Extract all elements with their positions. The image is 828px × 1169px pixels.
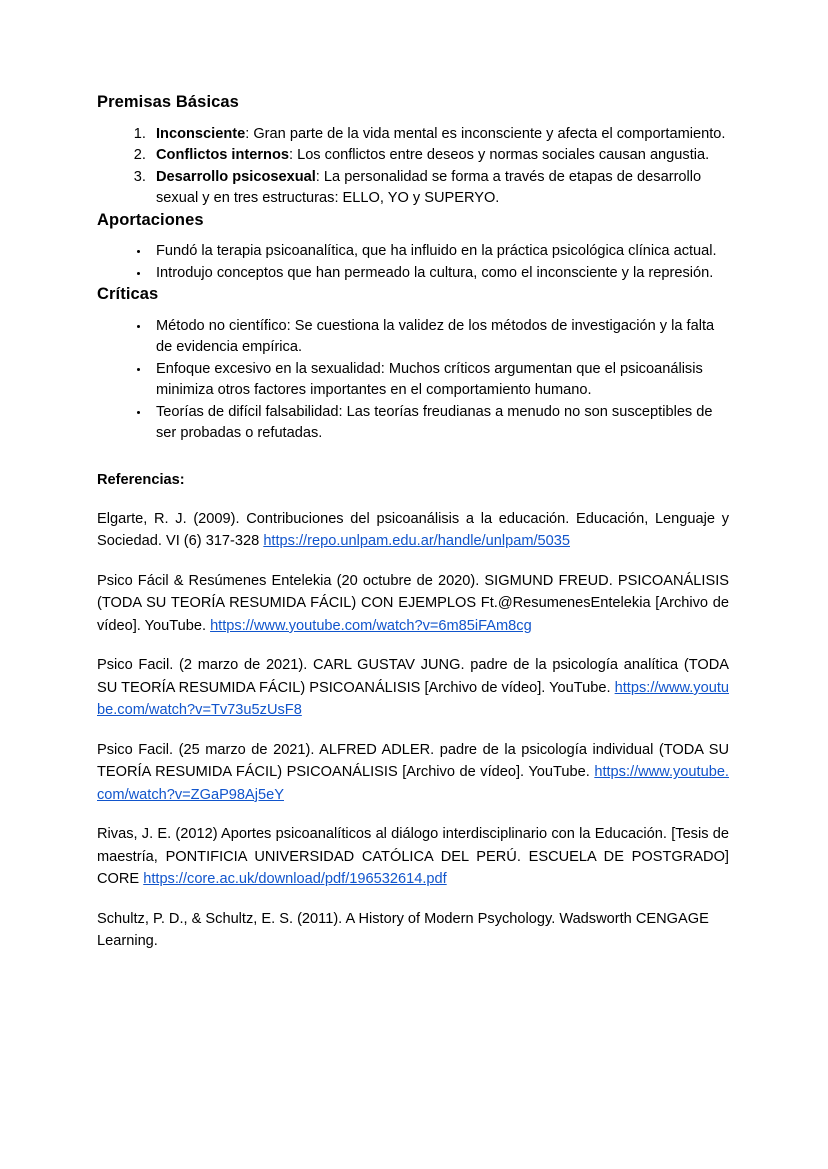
aportaciones-list [97,241,729,284]
reference-link[interactable]: https://www.youtube.com/watch?v=ZGaP98Aj5eY [97,764,729,803]
premisa-text: : Los conflictos entre deseos y normas sociales causan angustia. [288,147,710,164]
reference-text: Psico Facil. (2 marzo de 2021). CARL GUSTAV JUNG. padre de la psicología analítica (TODA SU TEORÍA RESUMIDA FÁCIL) PSICOANÁLISIS [Archivo de vídeo]. YouTube. [97,657,729,696]
heading-aportaciones: Aportaciones [97,210,204,229]
list-item: • Método no científico: Se cuestiona la validez de los métodos de investigación y la falta de evidencia empírica. [150,316,729,359]
reference-entry [97,908,729,953]
list-item: • Fundó la terapia psicoanalítica, que ha influido en la práctica psicológica clínica actual. [150,241,729,263]
reference-entry [97,508,729,553]
list-item [150,145,729,167]
reference-text: Psico Facil. (25 marzo de 2021). ALFRED ADLER. padre de la psicología individual (TODA SU TEORÍA RESUMIDA FÁCIL) PSICOANÁLISIS [Archivo de vídeo]. YouTube. [97,741,729,781]
reference-entry [97,739,729,807]
list-item: • Enfoque excesivo en la sexualidad: Muchos críticos argumentan que el psicoanálisis minimiza otros factores importantes en el comportamiento humano. [150,359,729,402]
reference-entry [97,823,729,891]
reference-link[interactable]: https://www.youtube.com/watch?v=Tv73u5zUsF8 [97,679,729,719]
premisa-lead: Conflictos internos [156,147,289,164]
reference-entry [97,654,729,722]
reference-text: Elgarte, R. J. (2009). Contribuciones del psicoanálisis a la educación. Educación, Lenguaje y Sociedad. VI (6) 317-328 [97,510,729,550]
heading-premisas-basicas: Premisas Básicas [97,93,239,111]
reference-link[interactable]: https://core.ac.uk/download/pdf/196532614.pdf [143,871,447,888]
reference-text: Rivas, J. E. (2012) Aportes psicoanalíticos al diálogo interdisciplinario con la Educación. [Tesis de maestría, PONTIFICIA UNIVERSIDAD CATÓLICA DEL PERÚ. ESCUELA DE POSTGRADO] CORE [97,826,729,888]
heading-referencias: Referencias: [97,471,185,488]
reference-entry [97,570,729,638]
premisa-lead: Desarrollo psicosexual [156,168,316,185]
heading-criticas: Críticas [97,285,159,304]
list-item [150,167,729,210]
premisa-lead: Inconsciente [156,125,246,142]
reference-text: Schultz, P. D., & Schultz, E. S. (2011). A History of Modern Psychology. Wadsworth CENGAGE Learning. [97,910,709,950]
list-item [150,124,729,146]
premisas-list [97,124,729,210]
reference-link[interactable]: https://www.youtube.com/watch?v=6m85iFAm8cg [210,617,532,634]
document-body [97,92,729,953]
reference-text: Psico Fácil & Resúmenes Entelekia (20 octubre de 2020). SIGMUND FREUD. PSICOANÁLISIS (TODA SU TEORÍA RESUMIDA FÁCIL) CON EJEMPLOS Ft.@ResumenesEntelekia [Archivo de vídeo]. YouTube. [97,572,729,634]
list-item: • Introdujo conceptos que han permeado la cultura, como el inconsciente y la represión. [150,263,729,285]
premisa-text: : La personalidad se forma a través de etapas de desarrollo sexual y en tres estructuras: ELLO, YO y SUPERYO. [156,168,702,207]
criticas-list [97,316,729,445]
list-item: • Teorías de difícil falsabilidad: Las teorías freudianas a menudo no son susceptibles de ser probadas o refutadas. [150,402,729,445]
premisa-text: : Gran parte de la vida mental es inconsciente y afecta el comportamiento. [245,125,726,142]
reference-link[interactable]: https://repo.unlpam.edu.ar/handle/unlpam/5035 [263,533,570,550]
